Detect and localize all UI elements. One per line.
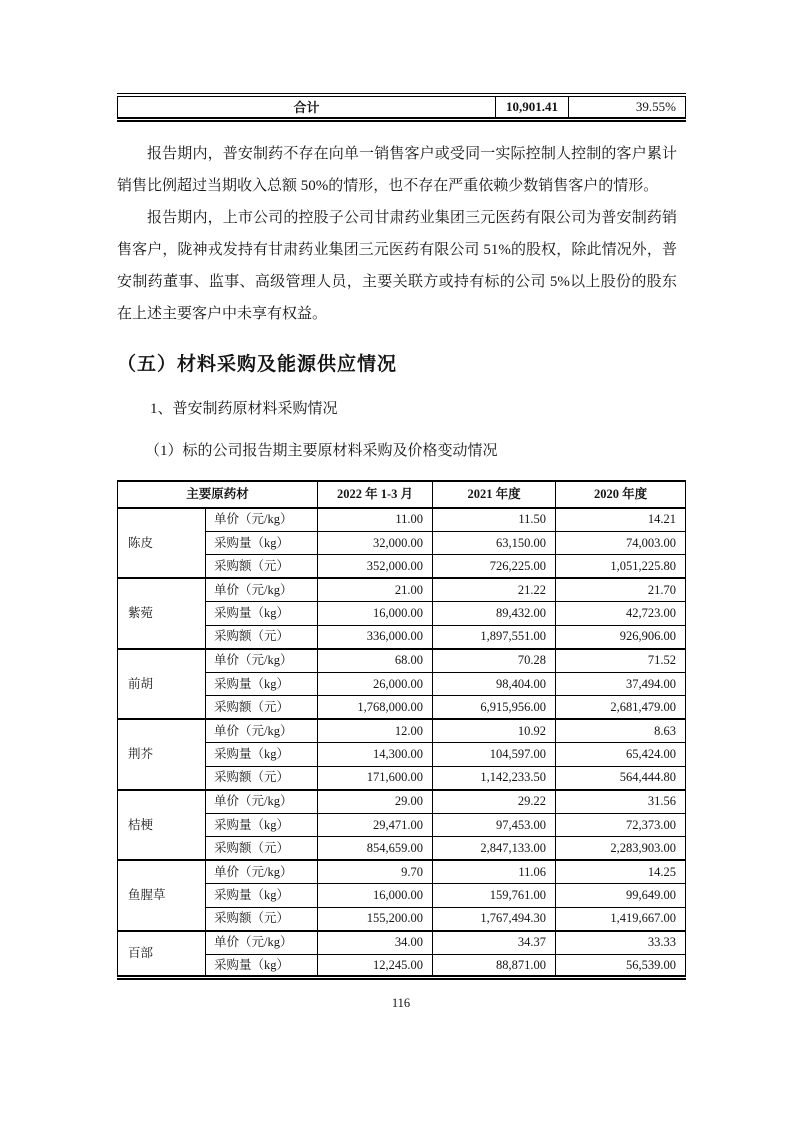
metric-cell: 采购量（kg） <box>206 813 318 837</box>
page-number: 116 <box>391 996 411 1010</box>
value-cell: 89,432.00 <box>433 602 556 626</box>
value-cell: 97,453.00 <box>433 813 556 837</box>
metric-cell: 单价（元/kg） <box>206 578 318 602</box>
value-cell: 10.92 <box>433 719 556 743</box>
total-percent-cell: 39.55% <box>569 95 686 119</box>
totals-row <box>118 95 686 119</box>
value-cell: 42,723.00 <box>556 602 686 626</box>
value-cell: 99,649.00 <box>556 884 686 908</box>
value-cell: 564,444.80 <box>556 766 686 790</box>
value-cell: 34.37 <box>433 931 556 955</box>
drug-name-cell: 桔梗 <box>118 790 206 861</box>
value-cell: 12,245.00 <box>318 954 433 978</box>
body-paragraph-2: 报告期内，上市公司的控股子公司甘肃药业集团三元医药有限公司为普安制药销售客户，陇神戎发持有甘肃药业集团三元医药有限公司 51%的股权，除此情况外，普安制药董事、监事、高级管理人员，主要关联方或持有标的公司 5%以上股份的股东在上述主要客户中未享有权益。 <box>117 209 677 322</box>
metric-cell: 采购量（kg） <box>206 672 318 696</box>
value-cell: 854,659.00 <box>318 837 433 861</box>
drug-name-cell: 鱼腥草 <box>118 860 206 931</box>
value-cell: 926,906.00 <box>556 625 686 649</box>
value-cell: 29.22 <box>433 790 556 814</box>
metric-cell: 采购额（元） <box>206 837 318 861</box>
table-row <box>118 649 686 673</box>
main-table-body <box>118 508 686 978</box>
value-cell: 2,847,133.00 <box>433 837 556 861</box>
value-cell: 65,424.00 <box>556 743 686 767</box>
value-cell: 104,597.00 <box>433 743 556 767</box>
value-cell: 726,225.00 <box>433 555 556 579</box>
value-cell: 37,494.00 <box>556 672 686 696</box>
value-cell: 155,200.00 <box>318 907 433 931</box>
value-cell: 1,142,233.50 <box>433 766 556 790</box>
value-cell: 72,373.00 <box>556 813 686 837</box>
header-2020: 2020 年度 <box>556 481 686 508</box>
drug-name-cell: 紫菀 <box>118 578 206 649</box>
value-cell: 32,000.00 <box>318 531 433 555</box>
value-cell: 9.70 <box>318 860 433 884</box>
value-cell: 68.00 <box>318 649 433 673</box>
metric-cell: 采购量（kg） <box>206 531 318 555</box>
table-row <box>118 860 686 884</box>
section-heading: （五）材料采购及能源供应情况 <box>117 353 398 375</box>
metric-cell: 采购量（kg） <box>206 743 318 767</box>
table-row <box>118 508 686 532</box>
body-paragraph-1: 报告期内，普安制药不存在向单一销售客户或受同一实际控制人控制的客户累计销售比例超过当期收入总额 50%的情形，也不存在严重依赖少数销售客户的情形。 <box>117 145 677 194</box>
value-cell: 21.22 <box>433 578 556 602</box>
value-cell: 34.00 <box>318 931 433 955</box>
metric-cell: 单价（元/kg） <box>206 931 318 955</box>
value-cell: 63,150.00 <box>433 531 556 555</box>
value-cell: 31.56 <box>556 790 686 814</box>
value-cell: 16,000.00 <box>318 884 433 908</box>
metric-cell: 单价（元/kg） <box>206 790 318 814</box>
value-cell: 336,000.00 <box>318 625 433 649</box>
table-row <box>118 578 686 602</box>
value-cell: 11.50 <box>433 508 556 532</box>
sub-subsection-heading: （1）标的公司报告期主要原材料采购及价格变动情况 <box>145 442 498 459</box>
value-cell: 16,000.00 <box>318 602 433 626</box>
value-cell: 21.70 <box>556 578 686 602</box>
value-cell: 29.00 <box>318 790 433 814</box>
value-cell: 71.52 <box>556 649 686 673</box>
metric-cell: 采购量（kg） <box>206 954 318 978</box>
header-2022: 2022 年 1-3 月 <box>318 481 433 508</box>
value-cell: 171,600.00 <box>318 766 433 790</box>
value-cell: 14.25 <box>556 860 686 884</box>
value-cell: 1,897,551.00 <box>433 625 556 649</box>
value-cell: 26,000.00 <box>318 672 433 696</box>
value-cell: 159,761.00 <box>433 884 556 908</box>
value-cell: 2,283,903.00 <box>556 837 686 861</box>
value-cell: 14.21 <box>556 508 686 532</box>
table-row <box>118 719 686 743</box>
drug-name-cell: 荆芥 <box>118 719 206 790</box>
table-header-row <box>118 481 686 508</box>
value-cell: 2,681,479.00 <box>556 696 686 720</box>
value-cell: 1,767,494.30 <box>433 907 556 931</box>
metric-cell: 采购量（kg） <box>206 884 318 908</box>
value-cell: 33.33 <box>556 931 686 955</box>
metric-cell: 单价（元/kg） <box>206 508 318 532</box>
value-cell: 1,419,667.00 <box>556 907 686 931</box>
value-cell: 21.00 <box>318 578 433 602</box>
value-cell: 88,871.00 <box>433 954 556 978</box>
table-row <box>118 931 686 955</box>
metric-cell: 采购量（kg） <box>206 602 318 626</box>
value-cell: 352,000.00 <box>318 555 433 579</box>
value-cell: 98,404.00 <box>433 672 556 696</box>
materials-purchase-table <box>117 480 686 981</box>
total-value-cell: 10,901.41 <box>496 95 569 119</box>
metric-cell: 采购额（元） <box>206 766 318 790</box>
value-cell: 70.28 <box>433 649 556 673</box>
value-cell: 14,300.00 <box>318 743 433 767</box>
subsection-heading: 1、普安制药原材料采购情况 <box>150 400 338 417</box>
metric-cell: 采购额（元） <box>206 555 318 579</box>
header-material: 主要原药材 <box>118 481 318 508</box>
metric-cell: 采购额（元） <box>206 907 318 931</box>
value-cell: 1,051,225.80 <box>556 555 686 579</box>
value-cell: 11.00 <box>318 508 433 532</box>
drug-name-cell: 陈皮 <box>118 508 206 579</box>
value-cell: 6,915,956.00 <box>433 696 556 720</box>
metric-cell: 采购额（元） <box>206 625 318 649</box>
metric-cell: 单价（元/kg） <box>206 719 318 743</box>
table-row <box>118 790 686 814</box>
value-cell: 12.00 <box>318 719 433 743</box>
metric-cell: 采购额（元） <box>206 696 318 720</box>
value-cell: 8.63 <box>556 719 686 743</box>
metric-cell: 单价（元/kg） <box>206 649 318 673</box>
value-cell: 74,003.00 <box>556 531 686 555</box>
totals-table-continued <box>117 93 686 122</box>
total-label-cell: 合计 <box>118 95 496 119</box>
metric-cell: 单价（元/kg） <box>206 860 318 884</box>
value-cell: 29,471.00 <box>318 813 433 837</box>
value-cell: 11.06 <box>433 860 556 884</box>
value-cell: 56,539.00 <box>556 954 686 978</box>
drug-name-cell: 前胡 <box>118 649 206 720</box>
header-2021: 2021 年度 <box>433 481 556 508</box>
drug-name-cell: 百部 <box>118 931 206 978</box>
value-cell: 1,768,000.00 <box>318 696 433 720</box>
